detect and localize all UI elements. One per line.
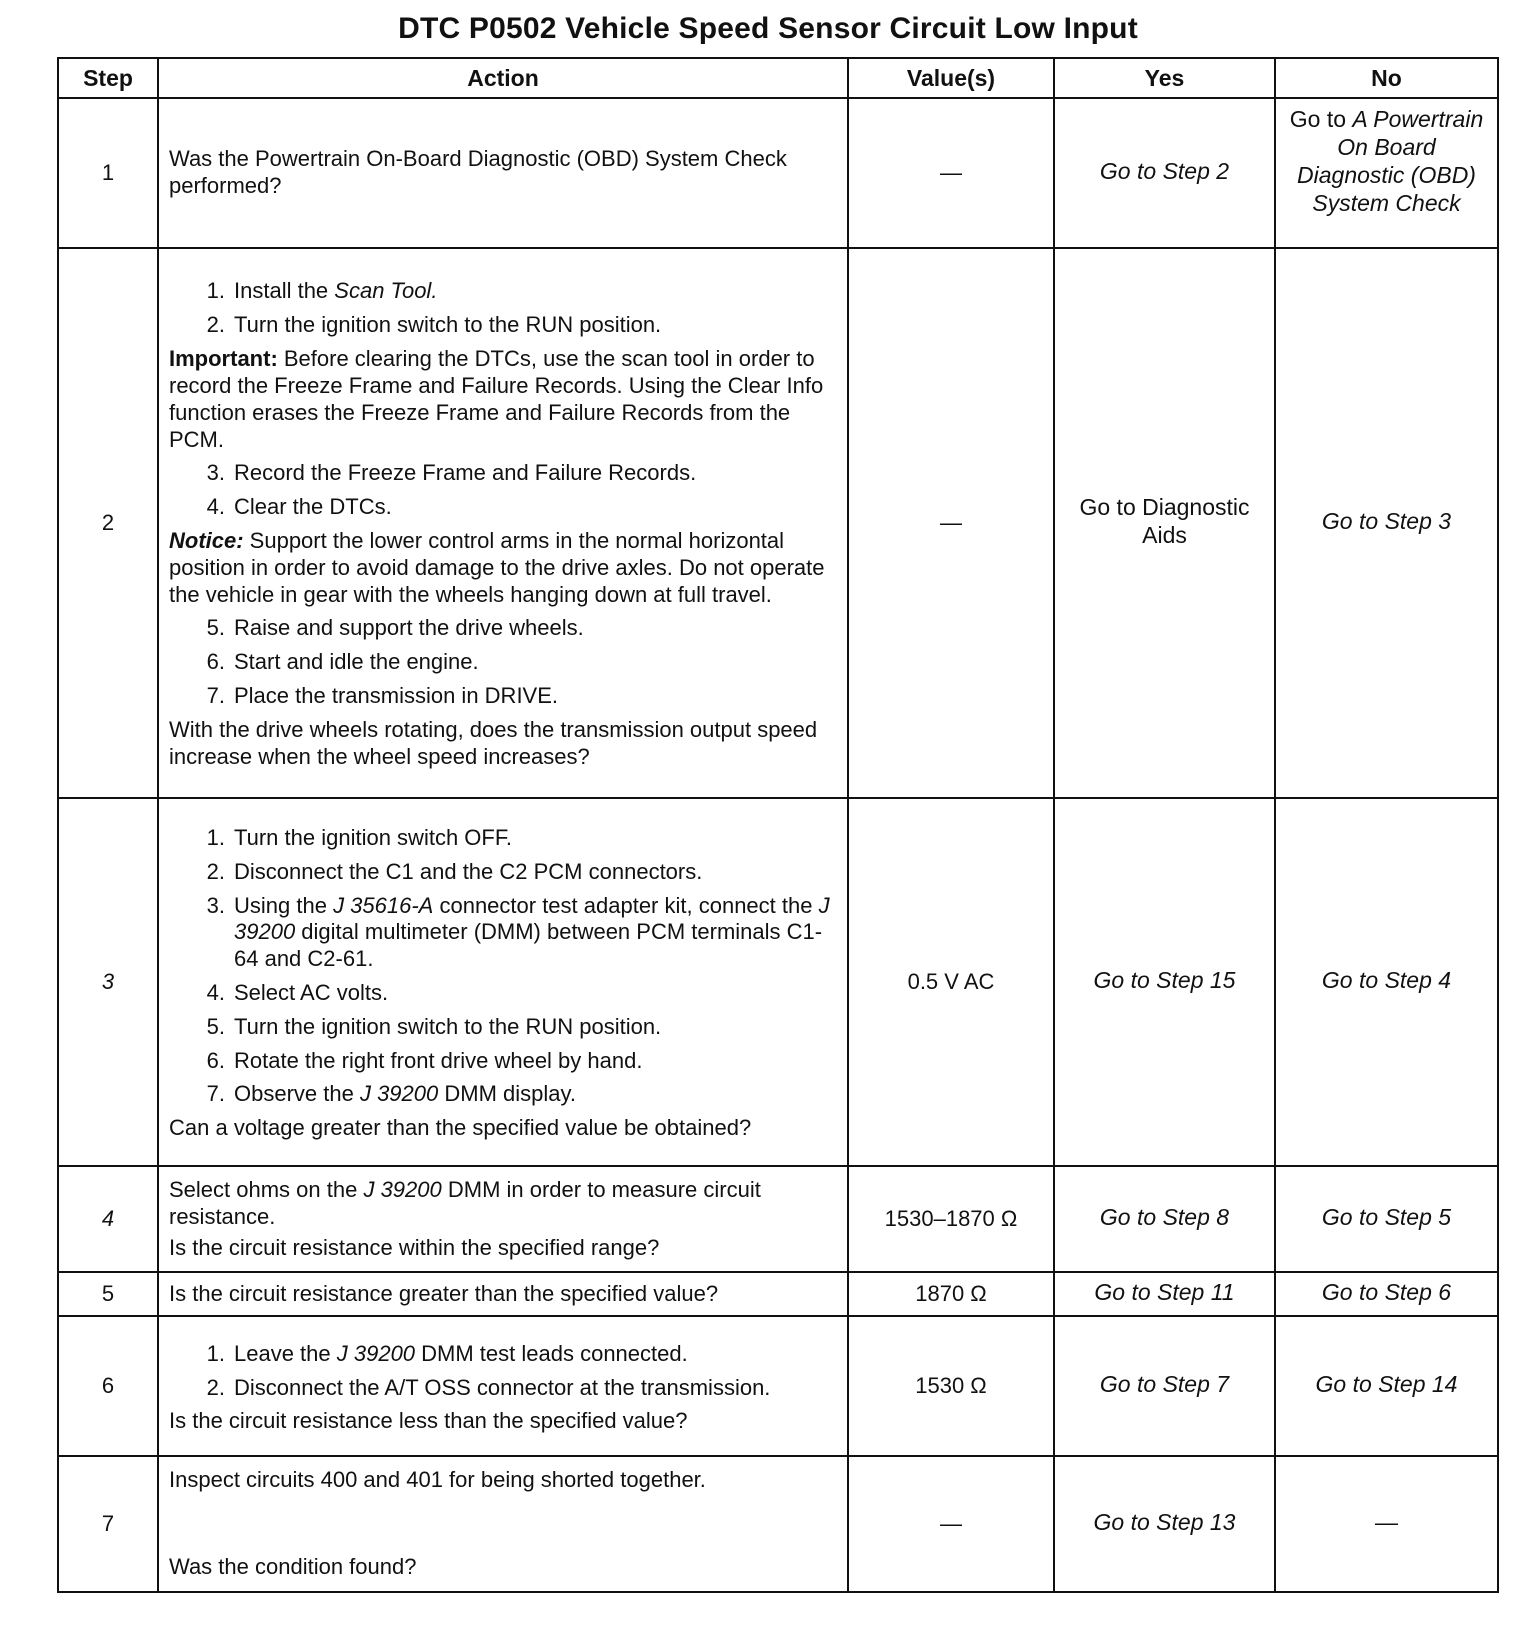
diagnostic-table (57, 57, 1499, 1593)
action-cell (158, 1316, 848, 1456)
value-cell: — (848, 248, 1054, 798)
yes-cell: Go to Step 7 (1054, 1316, 1275, 1456)
header-step: Step (58, 58, 158, 98)
step-number: 3 (58, 798, 158, 1166)
item-text: Raise and support the drive wheels. (234, 615, 584, 641)
list-item (169, 460, 837, 487)
spacer (169, 1498, 837, 1550)
value-cell: 0.5 V AC (848, 798, 1054, 1166)
item-text: Record the Freeze Frame and Failure Records. (234, 460, 697, 486)
instruction-part: Select ohms on the (169, 1177, 364, 1202)
header-action: Action (158, 58, 848, 98)
item-text-part: Leave the (234, 1340, 337, 1366)
item-number: 4. (206, 494, 225, 520)
item-text-part: Using the (234, 892, 334, 918)
header-no: No (1275, 58, 1498, 98)
item-number: 1. (206, 824, 225, 850)
list-item (169, 615, 837, 642)
list-item (169, 278, 837, 305)
value-cell: — (848, 98, 1054, 248)
item-text: Clear the DTCs. (234, 494, 392, 520)
item-number: 2. (206, 1374, 225, 1400)
action-instruction (169, 1177, 837, 1231)
step-number: 2 (58, 248, 158, 798)
no-cell (1275, 98, 1498, 248)
tool-name: J 39200 (363, 1177, 442, 1202)
value-cell: 1530–1870 Ω (848, 1166, 1054, 1272)
list-item (169, 494, 837, 521)
table-row (58, 1316, 1498, 1456)
item-text: Turn the ignition switch to the RUN position. (234, 1013, 662, 1039)
list-item (169, 1081, 837, 1108)
item-text-part: DMM test leads connected. (415, 1340, 688, 1366)
important-note (169, 346, 837, 453)
item-number: 5. (206, 1013, 225, 1039)
no-prefix: Go to (1289, 106, 1353, 132)
header-row (58, 58, 1498, 98)
list-item (169, 893, 837, 973)
table-row (58, 1272, 1498, 1316)
action-cell (158, 98, 848, 248)
item-text: Select AC volts. (234, 980, 389, 1005)
tool-name: J 39200 (336, 1340, 416, 1366)
item-number: 3. (206, 460, 225, 486)
action-question: Was the condition found? (169, 1554, 417, 1580)
action-instruction: Inspect circuits 400 and 401 for being shorted together. (169, 1467, 706, 1493)
value-cell: — (848, 1456, 1054, 1592)
item-text-part: connector test adapter kit, connect the (433, 892, 819, 918)
item-text (234, 278, 837, 305)
no-cell: Go to Step 4 (1275, 798, 1498, 1166)
list-item (169, 683, 837, 710)
item-text (234, 1341, 837, 1368)
yes-cell: Go to Step 11 (1054, 1272, 1275, 1316)
item-number: 1. (206, 278, 225, 304)
action-cell (158, 798, 848, 1166)
item-text: Start and idle the engine. (234, 649, 479, 675)
list-item (169, 1048, 837, 1075)
list-item (169, 649, 837, 676)
instruction-part: DMM in order to measure circuit resistance. (169, 1177, 761, 1229)
item-text: Place the transmission in DRIVE. (234, 683, 559, 709)
item-text: Turn the ignition switch to the RUN position. (234, 312, 662, 338)
item-text-part: digital multimeter (DMM) between PCM terminals C1-64 and C2-61. (234, 919, 823, 972)
item-text-part: Install the (234, 278, 335, 304)
table-row (58, 98, 1498, 248)
list-item (169, 1341, 837, 1368)
step-number: 7 (58, 1456, 158, 1592)
item-text (234, 893, 837, 973)
no-cell: Go to Step 14 (1275, 1316, 1498, 1456)
list-item (169, 825, 837, 852)
header-yes: Yes (1054, 58, 1275, 98)
notice-note (169, 528, 837, 608)
item-number: 1. (206, 1340, 225, 1366)
tool-name: J 35616-A (333, 892, 434, 918)
action-question: Is the circuit resistance less than the specified value? (169, 1408, 688, 1434)
yes-cell: Go to Step 2 (1054, 98, 1275, 248)
no-cell: Go to Step 3 (1275, 248, 1498, 798)
action-cell (158, 1456, 848, 1592)
list-item (169, 980, 837, 1007)
important-label: Important: (169, 346, 278, 372)
step-number: 1 (58, 98, 158, 248)
action-question: Is the circuit resistance greater than the specified value? (169, 1281, 719, 1307)
yes-cell: Go to Diagnostic Aids (1054, 248, 1275, 798)
yes-cell: Go to Step 13 (1054, 1456, 1275, 1592)
value-cell: 1870 Ω (848, 1272, 1054, 1316)
action-cell (158, 1166, 848, 1272)
header-values: Value(s) (848, 58, 1054, 98)
important-text: Before clearing the DTCs, use the scan tool in order to record the Freeze Frame and Failure Records. Using the Clear Info function erases the Freeze Frame and Failure Records from the PCM. (169, 346, 824, 452)
item-number: 2. (206, 858, 225, 884)
table-row (58, 1456, 1498, 1592)
item-number: 6. (206, 1047, 225, 1073)
step-number: 6 (58, 1316, 158, 1456)
action-question: Was the Powertrain On-Board Diagnostic (OBD) System Check performed? (169, 146, 787, 198)
action-question: Is the circuit resistance within the specified range? (169, 1234, 660, 1260)
list-item (169, 312, 837, 339)
item-number: 7. (206, 683, 225, 709)
list-item (169, 1375, 837, 1402)
item-text: Rotate the right front drive wheel by hand. (234, 1047, 643, 1073)
item-text (234, 1081, 837, 1108)
page-title: DTC P0502 Vehicle Speed Sensor Circuit Low Input (398, 12, 1138, 45)
notice-text: Support the lower control arms in the normal horizontal position in order to avoid damage to the drive axles. Do not operate the vehicle in gear with the wheels hanging down at full travel. (169, 528, 825, 607)
notice-label: Notice: (169, 528, 244, 553)
action-question: Can a voltage greater than the specified value be obtained? (169, 1115, 752, 1141)
step-number: 4 (58, 1166, 158, 1272)
list-item (169, 859, 837, 886)
item-text: Disconnect the A/T OSS connector at the transmission. (234, 1374, 771, 1400)
list-item (169, 1014, 837, 1041)
item-number: 2. (206, 312, 225, 338)
item-number: 6. (206, 649, 225, 675)
yes-cell: Go to Step 15 (1054, 798, 1275, 1166)
item-text-part: DMM display. (438, 1081, 576, 1107)
item-number: 7. (206, 1081, 225, 1107)
value-cell: 1530 Ω (848, 1316, 1054, 1456)
item-number: 3. (206, 892, 225, 918)
tool-name: Scan Tool. (334, 278, 438, 304)
no-cell: — (1275, 1456, 1498, 1592)
no-cell: Go to Step 6 (1275, 1272, 1498, 1316)
item-number: 5. (206, 615, 225, 641)
item-number: 4. (206, 980, 225, 1005)
table-row (58, 248, 1498, 798)
action-cell (158, 1272, 848, 1316)
tool-name: J 39200 (234, 892, 830, 945)
step-number: 5 (58, 1272, 158, 1316)
table-row (58, 798, 1498, 1166)
item-text-part: Observe the (234, 1081, 360, 1107)
table-row (58, 1166, 1498, 1272)
item-text: Disconnect the C1 and the C2 PCM connectors. (234, 858, 703, 884)
yes-cell: Go to Step 8 (1054, 1166, 1275, 1272)
tool-name: J 39200 (359, 1081, 439, 1107)
no-link-text: A Powertrain On Board Diagnostic (OBD) System Check (1297, 106, 1484, 217)
item-text: Turn the ignition switch OFF. (234, 824, 512, 850)
action-question: With the drive wheels rotating, does the transmission output speed increase when the wheel speed increases? (169, 716, 818, 769)
action-cell (158, 248, 848, 798)
no-cell: Go to Step 5 (1275, 1166, 1498, 1272)
